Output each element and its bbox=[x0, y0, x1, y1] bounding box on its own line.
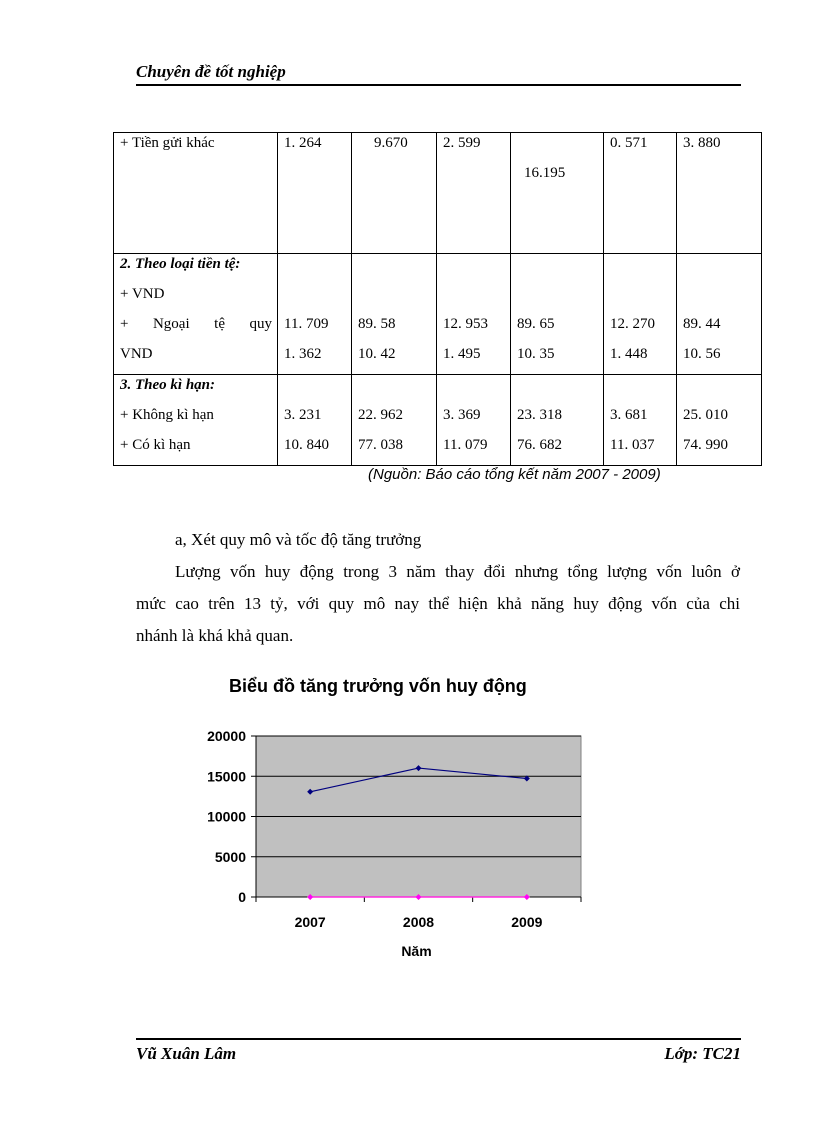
cell-value: 10. 35 bbox=[517, 346, 555, 362]
footer-author: Vũ Xuân Lâm bbox=[136, 1044, 237, 1063]
table-cell bbox=[677, 254, 762, 375]
paragraph-line: mức cao trên 13 tỷ, với quy mô nay thể hiện khả năng huy động vốn của chi bbox=[136, 594, 740, 613]
footer-class: Lớp: TC21 bbox=[664, 1044, 741, 1063]
cell-value: 89. 58 bbox=[358, 316, 396, 332]
y-tick-label: 0 bbox=[238, 889, 246, 905]
section-heading: 3. Theo kì hạn: bbox=[120, 377, 216, 393]
cell-value: 77. 038 bbox=[358, 437, 403, 453]
table-row bbox=[114, 254, 762, 375]
cell-value: 3. 369 bbox=[443, 407, 481, 423]
cell-value: 3. 880 bbox=[683, 135, 721, 151]
table-cell bbox=[604, 133, 677, 254]
table-cell bbox=[511, 254, 604, 375]
table-cell bbox=[114, 254, 278, 375]
table-cell bbox=[352, 133, 437, 254]
cell-value: 89. 44 bbox=[683, 316, 721, 332]
table-cell bbox=[437, 133, 511, 254]
cell-value: 1. 264 bbox=[284, 135, 322, 151]
cell-value: 11. 037 bbox=[610, 437, 655, 453]
cell-value: 2. 599 bbox=[443, 135, 481, 151]
row-label: + Có kì hạn bbox=[120, 437, 191, 453]
row-label: + VND bbox=[120, 286, 165, 302]
y-tick-label: 10000 bbox=[207, 808, 246, 825]
table-cell bbox=[114, 375, 278, 466]
y-tick-label: 20000 bbox=[207, 728, 246, 744]
cell-value: 25. 010 bbox=[683, 407, 728, 423]
capital-table bbox=[113, 132, 762, 466]
footer-rule bbox=[136, 1038, 741, 1040]
chart-title: Biểu đồ tăng trưởng vốn huy động bbox=[229, 676, 527, 696]
table-cell bbox=[677, 133, 762, 254]
cell-value: 74. 990 bbox=[683, 437, 728, 453]
section-heading: 2. Theo loại tiền tệ: bbox=[120, 256, 241, 272]
table-row bbox=[114, 375, 762, 466]
table-cell bbox=[604, 375, 677, 466]
cell-value: 89. 65 bbox=[517, 316, 555, 332]
table-cell bbox=[278, 254, 352, 375]
cell-value: 10. 56 bbox=[683, 346, 721, 362]
paragraph-line: Lượng vốn huy động trong 3 năm thay đổi nhưng tổng lượng vốn luôn ở bbox=[175, 562, 740, 581]
header-rule bbox=[136, 84, 741, 86]
table-cell bbox=[278, 133, 352, 254]
x-axis-label: Năm bbox=[401, 943, 432, 959]
table-cell bbox=[604, 254, 677, 375]
row-label: + Ngoại tệ quy bbox=[120, 316, 272, 332]
cell-value: 23. 318 bbox=[517, 407, 562, 423]
cell-value: 10. 840 bbox=[284, 437, 329, 453]
row-label: + Tiền gửi khác bbox=[120, 135, 215, 151]
cell-value: 9.670 bbox=[374, 135, 408, 151]
section-subheading: a, Xét quy mô và tốc độ tăng trưởng bbox=[175, 530, 422, 549]
cell-value: 11. 079 bbox=[443, 437, 488, 453]
table-cell bbox=[114, 133, 278, 254]
cell-value: 1. 495 bbox=[443, 346, 481, 362]
x-tick-label: 2007 bbox=[294, 914, 326, 930]
table-cell bbox=[352, 375, 437, 466]
table-cell bbox=[511, 375, 604, 466]
cell-value: 10. 42 bbox=[358, 346, 396, 362]
row-label: + Không kì hạn bbox=[120, 407, 214, 423]
y-tick-label: 5000 bbox=[214, 848, 246, 865]
header-title: Chuyên đề tốt nghiệp bbox=[136, 62, 286, 81]
table-cell bbox=[677, 375, 762, 466]
cell-value: 0. 571 bbox=[610, 135, 648, 151]
cell-value: 3. 231 bbox=[284, 407, 322, 423]
table-row bbox=[114, 133, 762, 254]
row-label: VND bbox=[120, 346, 153, 362]
cell-value: 76. 682 bbox=[517, 437, 562, 453]
cell-value: 3. 681 bbox=[610, 407, 648, 423]
cell-value: 22. 962 bbox=[358, 407, 403, 423]
table-source-note: (Nguồn: Báo cáo tổng kết năm 2007 - 2009) bbox=[368, 466, 661, 483]
cell-value: 12. 270 bbox=[610, 316, 655, 332]
cell-value: 1. 448 bbox=[610, 346, 648, 362]
x-tick-label: 2009 bbox=[511, 914, 543, 930]
cell-value: 1. 362 bbox=[284, 346, 322, 362]
table-cell bbox=[352, 254, 437, 375]
line-chart bbox=[180, 715, 600, 965]
table-cell bbox=[278, 375, 352, 466]
table-cell bbox=[511, 133, 604, 254]
paragraph-line: nhánh là khá khả quan. bbox=[136, 626, 294, 645]
cell-value: 11. 709 bbox=[284, 316, 329, 332]
x-tick-label: 2008 bbox=[402, 914, 435, 930]
y-tick-label: 15000 bbox=[207, 768, 246, 785]
table-cell bbox=[437, 375, 511, 466]
table-cell bbox=[437, 254, 511, 375]
cell-value: 16.195 bbox=[524, 165, 566, 181]
cell-value: 12. 953 bbox=[443, 316, 488, 332]
